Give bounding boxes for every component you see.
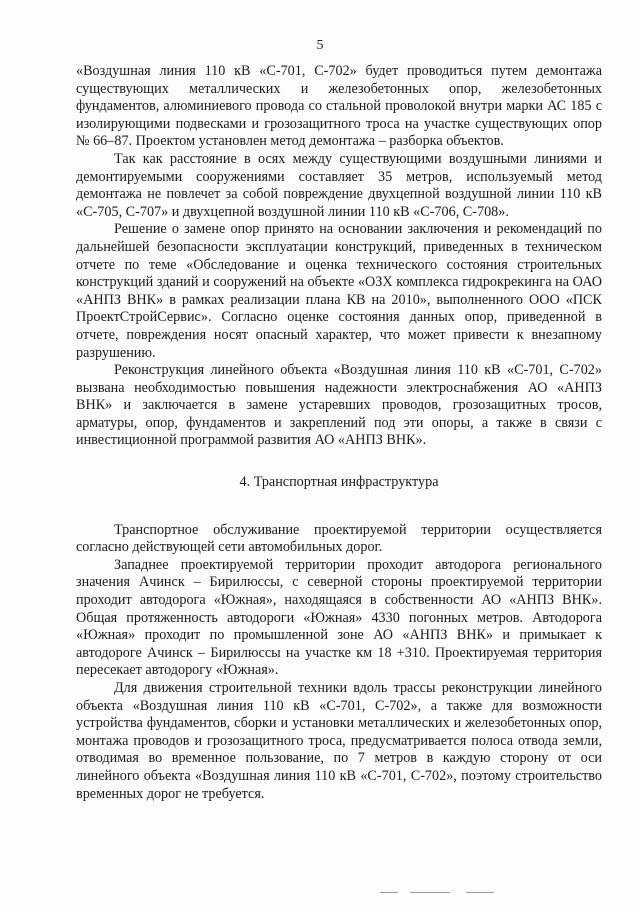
scan-marks bbox=[380, 892, 500, 898]
page-number: 5 bbox=[316, 38, 324, 53]
paragraph-distance: Так как расстояние в осях между существующими воздушными линиями и демонтируемыми сооружениями составляет 35 метров, используемый метод демонтажа не повлечет за собой повреждение двухцепной воздушной линии 110 кВ «С-705, С-707» и двухцепной воздушной линии 110 кВ «С-706, С-708». bbox=[76, 150, 602, 220]
paragraph-roads: Западнее проектируемой территории проходит автодорога регионального значения Ачинск – Бирилюссы, с северной стороны проектируемой территории проходит автодорога «Южная», находящаяся в собственности АО «АНПЗ ВНК». Общая протяженность автодороги «Южная» 4330 погонных метров. Автодорога «Южная» проходит по промышленной зоне АО «АНПЗ ВНК» и примыкает к автодороге Ачинск – Бирилюссы на участке км 18 +310. Проектируемая территория пересекает автодорогу «Южная». bbox=[76, 556, 602, 679]
paragraph-construction-traffic: Для движения строительной техники вдоль трассы реконструкции линейного объекта «Воздушная линия 110 кВ «С-701, С-702», а также для возможности устройства фундаментов, сборки и установки металлических и железобетонных опор, монтажа проводов и грозозащитного троса, предусматривается полоса отвода земли, отводимая во временное пользование, по 7 метров в каждую сторону от оси линейного объекта «Воздушная линия 110 кВ «С-701, С-702», поэтому строительство временных дорог не требуется. bbox=[76, 680, 602, 802]
document-body bbox=[76, 63, 602, 803]
paragraph-demolition: «Воздушная линия 110 кВ «С-701, С-702» будет проводиться путем демонтажа существующих металлических и железобетонных опор, железобетонных фундаментов, алюминиевого провода со стальной проволокой внутри марки АС 185 с изолирующими подвесками и грозозащитного троса на участке существующих опор № 66–87. Проектом установлен метод демонтажа – разборка объектов. bbox=[76, 63, 602, 150]
section-heading: 4. Транспортная инфраструктура bbox=[239, 474, 439, 491]
paragraph-reconstruction: Реконструкция линейного объекта «Воздушная линия 110 кВ «С-701, С-702» вызвана необходимостью повышения надежности электроснабжения АО «АНПЗ ВНК» и заключается в замене устаревших проводов, грозозащитных тросов, арматуры, опор, фундаментов и закреплений под эти опоры, а также в связи с инвестиционной программой развития АО «АНПЗ ВНК». bbox=[76, 362, 602, 449]
paragraph-transport-service: Транспортное обслуживание проектируемой территории осуществляется согласно действующей сети автомобильных дорог. bbox=[76, 521, 602, 556]
paragraph-decision: Решение о замене опор принято на основании заключения и рекомендаций по дальнейшей безопасности эксплуатации конструкций, приведенных в техническом отчете по теме «Обследование и оценка технического состояния строительных конструкций зданий и сооружений на объекте «ОЗХ комплекса гидрокрекинга на ОАО «АНПЗ ВНК» в рамках реализации плана КВ на 2010», выполненного ООО «ПСК ПроектСтройСервис». Согласно оценке состояния данных опор, приведенной в отчете, повреждения носят опасный характер, что может привести к внезапному разрушению. bbox=[76, 221, 602, 361]
